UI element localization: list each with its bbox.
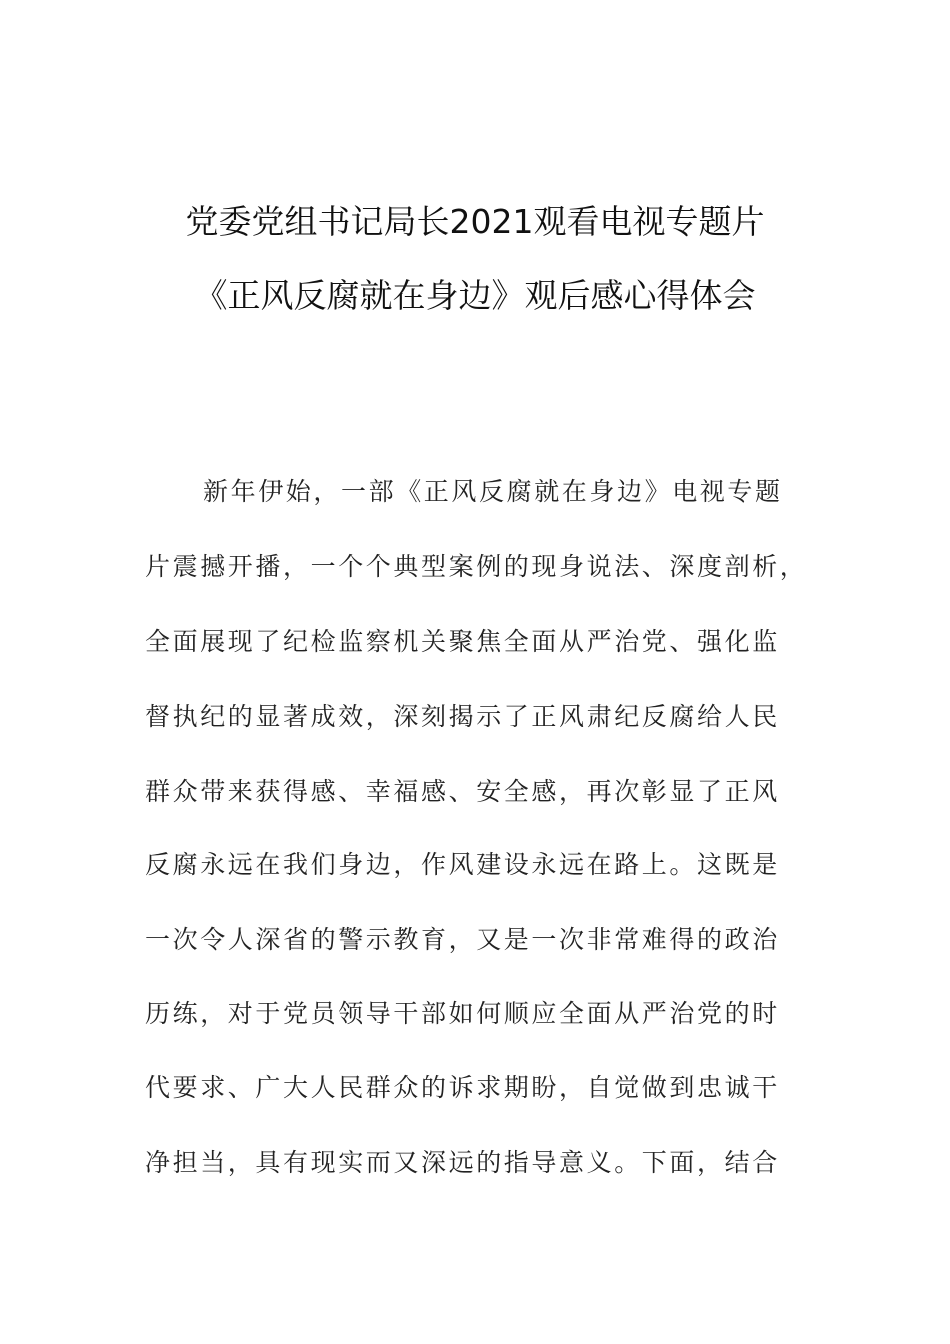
document-title-line-2: 《正风反腐就在身边》观后感心得体会 [194,276,756,315]
paragraph-line: 片震撼开播，一个个典型案例的现身说法、深度剖析， [145,552,808,581]
paragraph-line: 督执纪的显著成效，深刻揭示了正风肃纪反腐给人民 [145,702,780,731]
document-title-line-1: 党委党组书记局长2021观看电视专题片 [185,202,765,241]
paragraph-line: 一次令人深省的警示教育，又是一次非常难得的政治 [145,925,780,954]
paragraph-line: 全面展现了纪检监察机关聚焦全面从严治党、强化监 [145,627,780,656]
paragraph-line: 历练，对于党员领导干部如何顺应全面从严治党的时 [145,999,780,1028]
paragraph-line: 代要求、广大人民群众的诉求期盼，自觉做到忠诚干 [145,1073,780,1102]
paragraph-line: 反腐永远在我们身边，作风建设永远在路上。这既是 [145,850,780,879]
paragraph-line: 净担当，具有现实而又深远的指导意义。下面，结合 [145,1148,780,1177]
paragraph-line: 新年伊始，一部《正风反腐就在身边》电视专题 [203,477,783,506]
paragraph-line: 群众带来获得感、幸福感、安全感，再次彰显了正风 [145,777,780,806]
